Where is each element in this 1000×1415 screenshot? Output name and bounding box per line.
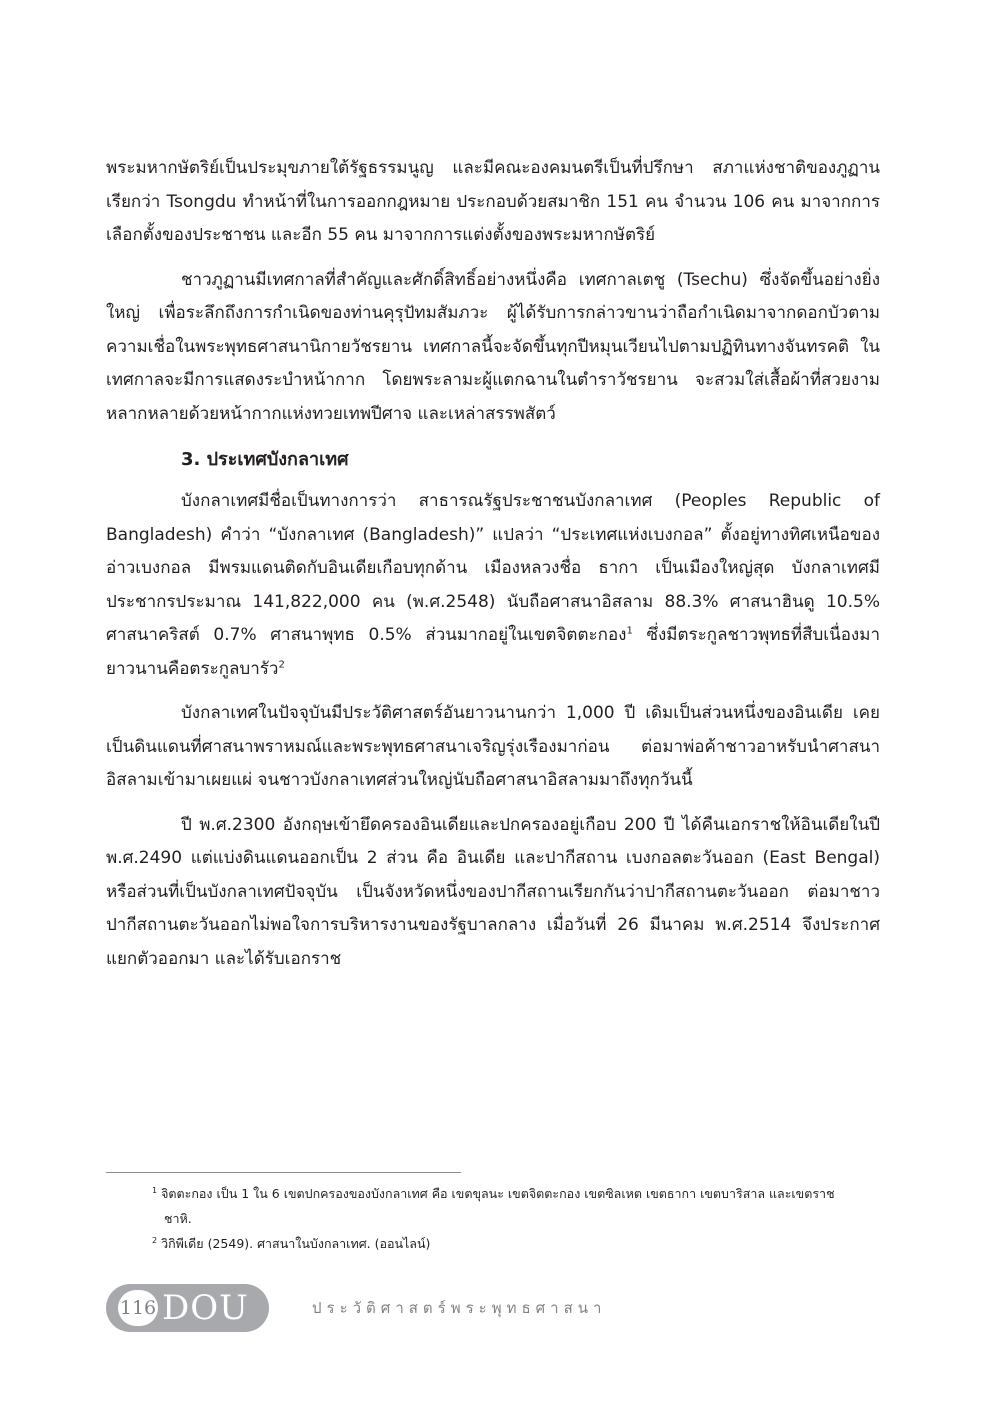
body-text xyxy=(106,152,880,976)
book-title: ประวัติศาสตร์พระพุทธศาสนา xyxy=(312,1299,607,1317)
page-footer xyxy=(106,1284,906,1332)
footnote-text: จิตตะกอง เป็น 1 ใน 6 เขตปกครองของบังกลาเทศ คือ เขตขุลนะ เขตจิตตะกอง เขตซิลเหต เขตธากา เขตบาริสาล และเขตราชชาหิ. xyxy=(161,1186,835,1226)
paragraph-text: ซึ่งมีตระกูลชาวพุทธที่สืบเนื่องมายาวนานคือตระกูลบารัว xyxy=(106,625,880,679)
dou-logo-badge xyxy=(106,1284,269,1332)
footnote xyxy=(152,1231,852,1256)
footnote xyxy=(152,1181,852,1231)
footnote-text: วิกิพีเดีย (2549). ศาสนาในบังกลาเทศ. (ออนไลน์) xyxy=(161,1236,431,1251)
footnote-ref[interactable]: 1 xyxy=(626,625,633,637)
dou-logo: DOU xyxy=(162,1288,249,1328)
paragraph: ชาวภูฏานมีเทศกาลที่สำคัญและศักดิ์สิทธิ์อย่างหนึ่งคือ เทศกาลเตชู (Tsechu) ซึ่งจัดขึ้นอย่างยิ่งใหญ่ เพื่อระลึกถึงการกำเนิดของท่านคุรุปัทมสัมภวะ ผู้ได้รับการกล่าวขานว่าถือกำเนิดมาจากดอกบัวตามความเชื่อในพระพุทธศาสนานิกายวัชรยาน เทศกาลนี้จะจัดขึ้นทุกปีหมุนเวียนไปตามปฏิทินทางจันทรคติ ในเทศกาลจะมีการแสดงระบำหน้ากาก โดยพระลามะผู้แตกฉานในตำราวัชรยาน จะสวมใส่เสื้อผ้าที่สวยงามหลากหลายด้วยหน้ากากแห่งทวยเทพปีศาจ และเหล่าสรรพสัตว์ xyxy=(106,269,880,424)
page-number: 116 xyxy=(118,1290,158,1326)
footnote-ref[interactable]: 2 xyxy=(278,658,285,670)
footnote-divider xyxy=(106,1172,461,1173)
paragraph: พระมหากษัตริย์เป็นประมุขภายใต้รัฐธรรมนูญ และมีคณะองคมนตรีเป็นที่ปรึกษา สภาแห่งชาติของภูฏานเรียกว่า Tsongdu ทำหน้าที่ในการออกกฎหมาย ประกอบด้วยสมาชิก 151 คน จำนวน 106 คน มาจากการเลือกตั้งของประชาชน และอีก 55 คน มาจากการแต่งตั้งของพระมหากษัตริย์ xyxy=(106,158,880,245)
section-heading: 3. ประเทศบังกลาเทศ xyxy=(181,449,349,470)
footnotes xyxy=(152,1181,852,1256)
paragraph-text: บังกลาเทศมีชื่อเป็นทางการว่า สาธารณรัฐประชาชนบังกลาเทศ (Peoples Republic of Bangladesh) คำว่า “บังกลาเทศ (Bangladesh)” แปลว่า “ประเทศแห่งเบงกอล” ตั้งอยู่ทางทิศเหนือของอ่าวเบงกอล มีพรมแดนติดกับอินเดียเกือบทุกด้าน เมืองหลวงชื่อ ธากา เป็นเมืองใหญ่สุด บังกลาเทศมีประชากรประมาณ 141,822,000 คน (พ.ศ.2548) นับถือศาสนาอิสลาม 88.3% ศาสนาฮินดู 10.5% ศาสนาคริสต์ 0.7% ศาสนาพุทธ 0.5% ส่วนมากอยู่ในเขตจิตตะกอง xyxy=(106,491,880,645)
paragraph: บังกลาเทศในปัจจุบันมีประวัติศาสตร์อันยาวนานกว่า 1,000 ปี เดิมเป็นส่วนหนึ่งของอินเดีย เคยเป็นดินแดนที่ศาสนาพราหมณ์และพระพุทธศาสนาเจริญรุ่งเรืองมาก่อน ต่อมาพ่อค้าชาวอาหรับนำศาสนาอิสลามเข้ามาเผยแผ่ จนชาวบังกลาเทศส่วนใหญ่นับถือศาสนาอิสลามมาถึงทุกวันนี้ xyxy=(106,703,880,790)
paragraph: ปี พ.ศ.2300 อังกฤษเข้ายึดครองอินเดียและปกครองอยู่เกือบ 200 ปี ได้คืนเอกราชให้อินเดียในปี พ.ศ.2490 แต่แบ่งดินแดนออกเป็น 2 ส่วน คือ อินเดีย และปากีสถาน เบงกอลตะวันออก (East Bengal) หรือส่วนที่เป็นบังกลาเทศปัจจุบัน เป็นจังหวัดหนึ่งของปากีสถานเรียกกันว่าปากีสถานตะวันออก ต่อมาชาวปากีสถานตะวันออกไม่พอใจการบริหารงานของรัฐบาลกลาง เมื่อวันที่ 26 มีนาคม พ.ศ.2514 จึงประกาศแยกตัวออกมา และได้รับเอกราช xyxy=(106,814,880,969)
footnote-number: 1 xyxy=(152,1185,158,1195)
footnote-number: 2 xyxy=(152,1235,158,1245)
paragraph xyxy=(106,485,880,686)
